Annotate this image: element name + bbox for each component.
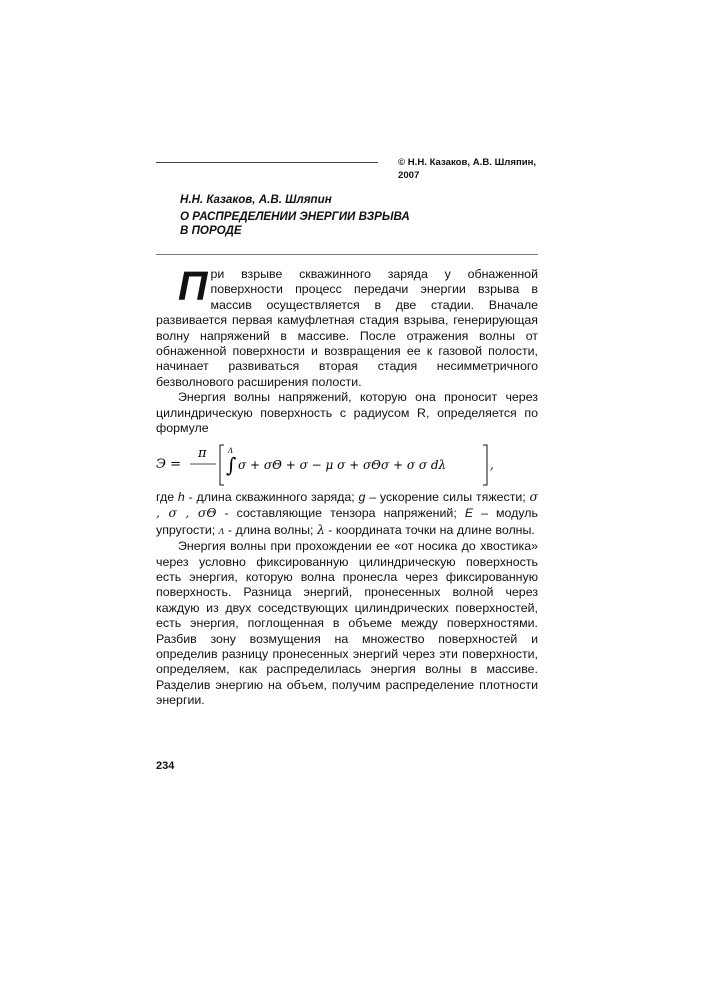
p3-text-b: - длина скважинного заряда; — [184, 490, 359, 504]
title-line2: В ПОРОДЕ — [180, 224, 242, 237]
page-number: 234 — [156, 760, 175, 772]
p3-text-g: - координата точки на длине волны. — [324, 522, 535, 537]
paragraph-1-text: ри взрыве скважинного заряда у обнаженной поверхности процесс передачи энергии взрыва в массив осуществляется в две стадии. Вначале развивается первая камуфлетная стадия взрыва, генерирующая волну напряжений в массиве. После отражения волны от обнаженной поверхности и возвращения ее к газовой полости, начинает развиваться вторая стадия несимметричного безволнового расширения полости. — [156, 267, 538, 389]
header-rule — [156, 162, 378, 163]
p3-lambda-capital: Λ — [218, 526, 225, 536]
title-line1: О РАСПРЕДЕЛЕНИИ ЭНЕРГИИ ВЗРЫВА — [180, 210, 410, 223]
paragraph-1 — [156, 263, 538, 390]
p3-text-a: где — [156, 490, 178, 504]
p3-text-f: - длина волны; — [224, 522, 317, 537]
p3-text-e: – модуль упругости; — [156, 506, 538, 537]
integral-sign: ∫ — [226, 453, 237, 477]
p3-sigma-symbols: σ , σ , σΘ — [156, 489, 538, 521]
drop-cap: П — [178, 263, 208, 309]
formula-integrand: σ + σΘ + σ − μ σ + σΘσ + σ σ dλ — [238, 458, 447, 472]
p3-h: h — [177, 490, 185, 504]
copyright-notice — [398, 156, 548, 182]
article-body-continued — [156, 489, 538, 709]
paragraph-3 — [156, 489, 538, 539]
formula-tail: , — [490, 458, 494, 472]
copyright-line2: 2007 — [398, 170, 420, 181]
article-authors: Н.Н. Казаков, А.В. Шляпин — [180, 193, 332, 206]
p3-g: g — [358, 490, 366, 504]
p3-E: Е — [464, 506, 474, 521]
p3-lambda: λ — [316, 521, 325, 537]
paragraph-2: Энергия волны напряжений, которую она проносит через цилиндрическую поверхность с радиусом R, определяется по формуле — [156, 390, 538, 436]
copyright-line1: © Н.Н. Казаков, А.В. Шляпин, — [398, 157, 537, 168]
paragraph-4: Энергия волны при прохождении ее «от носика до хвостика» через условно фиксированную цилиндрическую поверхность есть энергия, которую волна пронесла через фиксированную поверхность. Разница энергий, пронесенных волной через каждую из двух соседствующих цилиндрических поверхностей, есть энергия, поглощенная в объеме между поверхностями. Разбив зону возмущения на множество поверхностей и определив разницу пронесенных энергий через эти поверхности, определяем, как распределилась энергия волны в массиве. Разделив энергию на объем, получим распределение плотности энергии. — [156, 539, 538, 708]
energy-formula — [156, 443, 538, 487]
article-body — [156, 263, 538, 436]
left-bracket — [220, 445, 224, 485]
p3-text-d: - составляющие тензора напряжений; — [216, 506, 465, 521]
formula-graphic — [156, 443, 538, 487]
right-bracket — [483, 445, 487, 485]
integral-upper-limit: Λ — [228, 447, 234, 455]
article-title — [180, 210, 460, 238]
formula-pi: π — [198, 446, 207, 461]
p3-text-c: – ускорение силы тяжести; — [365, 490, 530, 504]
formula-lhs: Э = — [156, 457, 181, 472]
title-rule — [156, 254, 538, 255]
